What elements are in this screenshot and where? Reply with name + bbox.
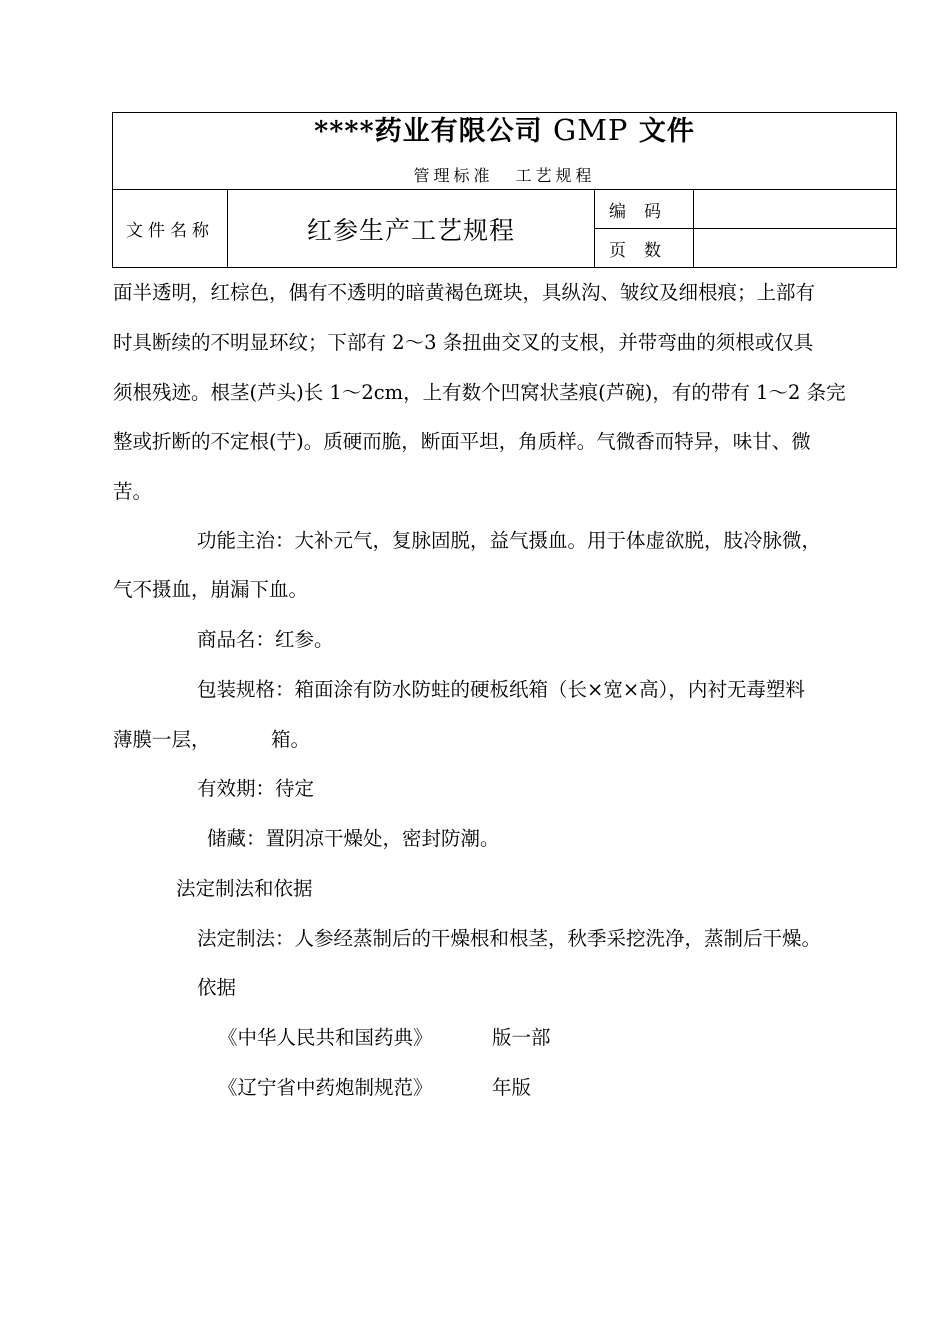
basis-item-title: 《辽宁省中药炮制规范》 [218, 1076, 433, 1099]
company-gmp: GMP [553, 113, 629, 147]
file-name-value: 红参生产工艺规程 [228, 190, 595, 268]
description-line: 时具断续的不明显环纹；下部有 2～3 条扭曲交叉的支根，并带弯曲的须根或仅具 [113, 331, 814, 354]
description-line: 苦。 [113, 480, 153, 503]
function-line: 气不摄血，崩漏下血。 [113, 578, 309, 601]
document-header-table [112, 112, 897, 268]
description-line: 须根残迹。根茎(芦头)长 1～2cm，上有数个凹窝状茎痕(芦碗)，有的带有 1～2 条完 [113, 381, 846, 404]
package-line-end: 箱。 [271, 728, 311, 751]
company-suffix: 文件 [638, 116, 695, 147]
file-name-label: 文件名称 [113, 190, 228, 268]
description-line: 面半透明，红棕色，偶有不透明的暗黄褐色斑块，具纵沟、皱纹及细根痕；上部有 [113, 281, 816, 304]
company-prefix: ****药业有限公司 [314, 116, 543, 147]
basis-item-edition: 版一部 [492, 1026, 551, 1049]
basis-heading: 依据 [197, 976, 237, 999]
storage-line: 储藏：置阴凉干燥处，密封防潮。 [207, 827, 500, 850]
package-line: 包装规格：箱面涂有防水防蛀的硬板纸箱（长×宽×高），内衬无毒塑料 [197, 678, 805, 701]
code-value [694, 190, 897, 229]
validity-line: 有效期：待定 [197, 777, 315, 800]
package-line-start: 薄膜一层， [113, 728, 211, 751]
company-title [113, 109, 896, 148]
description-line: 整或折断的不定根(艼)。质硬而脆，断面平坦，角质样。气微香而特异，味甘、微 [113, 430, 811, 453]
document-type [113, 163, 896, 186]
doc-type-procedure: 工艺规程 [515, 166, 596, 185]
pages-label: 页数 [595, 229, 694, 268]
product-name: 商品名：红参。 [197, 628, 334, 651]
function-line: 功能主治：大补元气，复脉固脱，益气摄血。用于体虚欲脱，肢冷脉微， [197, 529, 822, 552]
legal-method: 法定制法：人参经蒸制后的干燥根和根茎，秋季采挖洗净，蒸制后干燥。 [197, 927, 822, 950]
basis-item-title: 《中华人民共和国药典》 [218, 1026, 433, 1049]
legal-heading: 法定制法和依据 [176, 877, 313, 900]
pages-value [694, 229, 897, 268]
header-title-cell [113, 113, 897, 190]
basis-item-edition: 年版 [492, 1076, 532, 1099]
doc-type-standard: 管理标准 [413, 166, 494, 185]
code-label: 编码 [595, 190, 694, 229]
